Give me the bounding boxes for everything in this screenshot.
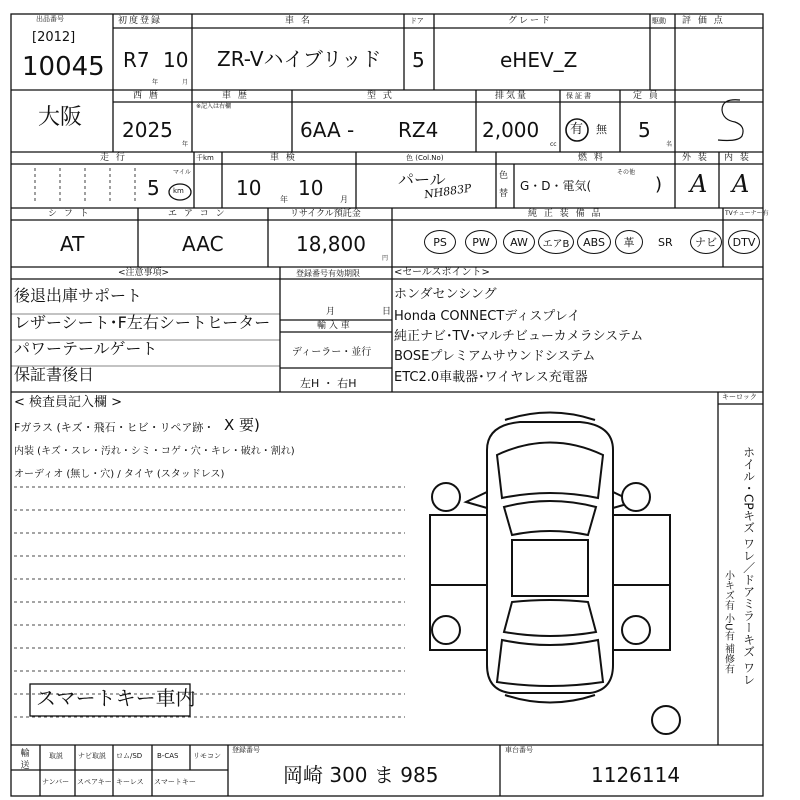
inspector-header: < 検査員記入欄 > xyxy=(14,395,123,410)
capacity-header: 定 員 xyxy=(633,91,660,101)
yen-unit: 円 xyxy=(382,255,389,262)
note-item-1: 後退出庫サポート xyxy=(14,286,143,305)
displacement-header: 排気量 xyxy=(495,91,529,101)
glass-line: Fガラス (キズ・飛石・ヒビ・リペア跡・ xyxy=(14,421,215,434)
ac-header: エ ア コ ン xyxy=(168,209,227,219)
equipment-leather: 革 xyxy=(615,230,643,254)
western-year: 2025 xyxy=(122,118,173,142)
recycle-value: 18,800 xyxy=(296,232,366,256)
capacity-value: 5 xyxy=(638,118,651,142)
footer-label-remote: リモコン xyxy=(193,752,221,760)
car-name-header: 車 名 xyxy=(285,16,312,26)
sales-point-2: Honda CONNECTディスプレイ xyxy=(394,309,581,324)
shift-value: AT xyxy=(60,232,85,256)
chassis-label: 車台番号 xyxy=(505,746,533,754)
model-code: RZ4 xyxy=(398,118,439,142)
sales-point-4: BOSEプレミアムサウンドシステム xyxy=(394,349,596,364)
handle-option: 左H ・ 右H xyxy=(300,377,357,390)
inspection-year-unit: 年 xyxy=(280,195,288,204)
color-value: パール xyxy=(398,170,446,189)
note-item-2: レザーシート･F左右シートヒーター xyxy=(14,313,271,332)
notes-header: <注意事項> xyxy=(118,268,170,278)
inspection-year: 10 xyxy=(236,176,262,200)
interior-header: 内 装 xyxy=(724,153,751,163)
grade-value: eHEV_Z xyxy=(500,48,578,72)
first-reg-header: 初度登録 xyxy=(118,16,163,26)
color-header: 色 (Col.No) xyxy=(406,154,444,162)
equipment-ps: PS xyxy=(424,230,456,254)
footer-label-rom: ロム/SD xyxy=(116,752,143,760)
note-item-4: 保証書後日 xyxy=(14,365,95,384)
fuel-other: その他 xyxy=(617,169,636,176)
handover-label: 輸 送 xyxy=(18,748,29,769)
drive-header: 駆動 xyxy=(652,17,666,25)
fuel-close: ) xyxy=(655,174,663,195)
chassis-number: 1126114 xyxy=(591,763,681,787)
score-mark xyxy=(718,100,743,141)
first-reg-month: 10 xyxy=(163,48,189,72)
equipment-navi: ナビ xyxy=(690,230,722,254)
shift-header: シ フ ト xyxy=(48,209,91,219)
equipment-pw: PW xyxy=(465,230,497,254)
footer-label-plate: ナンバー xyxy=(42,778,70,786)
first-reg-era: R7 xyxy=(123,48,150,72)
equipment-dtv: DTV xyxy=(728,230,760,254)
dealer-option: ディーラー・並行 xyxy=(292,347,372,358)
car-name: ZR-Vハイブリッド xyxy=(217,47,382,71)
key-lock-label: キーロック xyxy=(722,393,757,401)
warranty-no: 無 xyxy=(596,123,607,136)
footer-label-spare-key: スペアキー xyxy=(77,778,112,786)
sales-point-3: 純正ナビ･TV･マルチビューカメラシステム xyxy=(394,329,644,344)
capacity-unit: 名 xyxy=(666,141,673,148)
cc-unit: cc xyxy=(550,141,557,148)
tuner-header: TVチューナー有 xyxy=(725,210,769,217)
footer-label-manual: 取説 xyxy=(49,752,63,760)
interior-grade: A xyxy=(732,170,750,198)
history-note: ※記入は右欄 xyxy=(196,103,232,110)
recycle-header: リサイクル預託金 xyxy=(290,209,361,219)
equipment-aw: AW xyxy=(503,230,535,254)
car-diagram xyxy=(430,413,670,703)
displacement-value: 2,000 xyxy=(482,118,540,142)
doors-header: ドア xyxy=(410,17,424,25)
plate-label: 登録番号 xyxy=(232,746,260,754)
location: 大阪 xyxy=(38,105,83,130)
month-unit: 月 xyxy=(182,79,189,86)
lot-number: 10045 xyxy=(22,52,105,82)
color-code: NH883P xyxy=(423,181,473,202)
import-header: 輸 入 車 xyxy=(317,321,350,331)
warranty-header: 保証書 xyxy=(566,92,593,100)
footer-label-bcas: B-CAS xyxy=(157,752,179,760)
legend-column-1: ホイル・CPキズ ワレ／ドアミラーキズ ワレ xyxy=(741,446,756,686)
color-change-bottom: 替 xyxy=(499,189,509,199)
interior-line: 内装 (キズ・スレ・汚れ・シミ・コゲ・穴・キレ・破れ・割れ) xyxy=(14,446,295,457)
plate-number: 岡崎 300 ま 985 xyxy=(283,763,439,787)
lot-header: 出品番号 xyxy=(36,15,64,23)
km-label: km xyxy=(173,187,184,195)
equipment-header: 純 正 装 備 品 xyxy=(528,209,603,219)
history-header: 車 歴 xyxy=(222,91,249,101)
sales-points-header: <セールスポイント> xyxy=(394,267,490,278)
ac-value: AAC xyxy=(182,232,224,256)
inspection-month: 10 xyxy=(298,176,324,200)
glass-mark: X 要) xyxy=(224,416,260,434)
mileage-unit-header: 千km xyxy=(196,154,214,162)
registration-header: 登録番号有効期限 xyxy=(296,269,360,278)
legend-column-2: 小キズ有 小U有 補修有 xyxy=(722,570,734,674)
sales-point-1: ホンダセンシング xyxy=(394,287,497,302)
smart-key-note: スマートキー車内 xyxy=(36,686,196,710)
inspection-month-unit: 月 xyxy=(340,195,348,204)
footer-label-smart-key: スマートキー xyxy=(154,778,196,786)
model-prefix: 6AA - xyxy=(300,118,355,142)
eval-header: 評 価 点 xyxy=(682,16,725,26)
year-tag: [2012] xyxy=(32,30,76,45)
mile-label: マイル xyxy=(173,169,191,176)
fuel-value: G・D・電気( xyxy=(520,179,592,193)
footer-label-keyless: キーレス xyxy=(116,778,144,786)
exterior-grade: A xyxy=(690,170,708,198)
equipment-sr: SR xyxy=(658,236,673,249)
inspection-header: 車 検 xyxy=(270,153,297,163)
year-unit: 年 xyxy=(152,79,159,86)
western-year-header: 西 暦 xyxy=(133,91,160,101)
mileage-header: 走 行 xyxy=(100,153,127,163)
equipment-abs: ABS xyxy=(577,230,611,254)
western-year-unit: 年 xyxy=(182,141,189,148)
audio-line: オーディオ (無し・穴) / タイヤ (スタッドレス) xyxy=(14,469,225,480)
registration-month: 月 xyxy=(326,307,336,317)
note-item-3: パワーテールゲート xyxy=(14,339,158,358)
color-change-top: 色 xyxy=(499,171,509,181)
fuel-header: 燃 料 xyxy=(578,153,605,163)
wheel-icons xyxy=(432,483,680,734)
footer-label-navi-manual: ナビ取説 xyxy=(78,752,106,760)
doors-value: 5 xyxy=(412,48,425,72)
registration-day: 日 xyxy=(382,307,392,317)
mileage-value: 5 xyxy=(147,176,160,200)
model-header: 型 式 xyxy=(367,91,394,101)
exterior-header: 外 装 xyxy=(682,153,709,163)
score-value xyxy=(734,98,735,99)
sales-point-5: ETC2.0車載器･ワイヤレス充電器 xyxy=(394,370,588,385)
equipment-airbag: エアB xyxy=(538,230,574,254)
warranty-yes: 有 xyxy=(570,122,584,137)
grade-header: グレード xyxy=(508,16,553,26)
